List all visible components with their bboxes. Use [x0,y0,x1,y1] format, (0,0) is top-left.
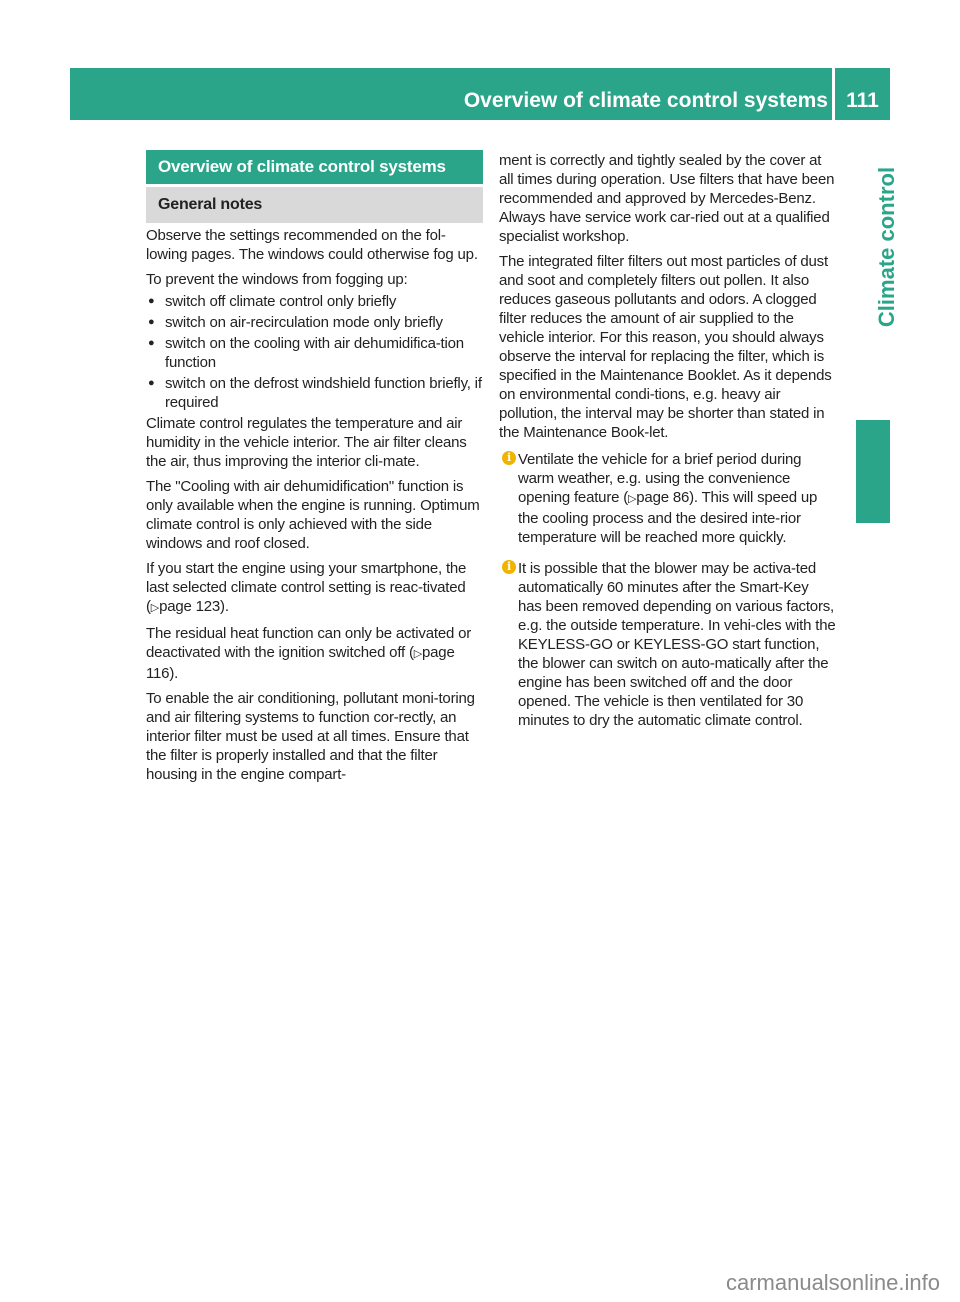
paragraph: If you start the engine using your smartphone, the last selected climate control setting is reac-tivated (▷page 123). [146,560,467,615]
page-reference-icon: ▷ [413,648,423,660]
paragraph: Observe the settings recommended on the fol-lowing pages. The windows could otherwise fog up. [146,227,478,263]
list-item: ● switch on the cooling with air dehumidifica-tion function [148,335,464,371]
page-reference-icon: ▷ [628,493,637,505]
list-item: ● switch on air-recirculation mode only briefly [148,314,443,331]
page-reference[interactable]: page 86 [636,489,690,506]
page-reference-icon: ▷ [150,602,160,614]
bullet-icon: ● [148,295,155,307]
list-item: ● switch on the defrost windshield function briefly, if required [148,375,482,411]
bullet-list [146,292,483,412]
info-icon: i [502,560,516,574]
paragraph: Climate control regulates the temperature and air humidity in the vehicle interior. The air filter cleans the air, thus improving the interior cli-mate. [146,415,467,470]
paragraph: To prevent the windows from fogging up: [146,271,408,288]
side-tab-marker [856,420,890,523]
page-header-title: Overview of climate control systems [463,89,828,112]
list-item: ● switch off climate control only briefly [148,293,397,310]
info-note: i It is possible that the blower may be activa-ted automatically 60 minutes after the Smart-Key has been removed depending on various factors, e.g. the outside temperature. In vehi-cles with the KEYLESS-GO or KEYLESS-GO start function, the blower can switch on auto-matically after the engine has been switched off and the door opened. The vehicle is then ventilated for 30 minutes to dry the automatic climate control. [499,559,836,730]
left-column [146,150,483,790]
page-reference[interactable]: page 123 [159,598,221,615]
page-number: 111 [846,89,879,112]
bullet-icon: ● [148,316,155,328]
info-note: i Ventilate the vehicle for a brief period during warm weather, e.g. using the convenience opening feature (▷page 86). This will speed up the cooling process and the desired inte-rior temperature will be reached more quickly. [499,450,836,547]
paragraph: The residual heat function can only be activated or deactivated with the ignition switched off (▷page 116). [146,625,472,682]
paragraph: ment is correctly and tightly sealed by the cover at all times during operation. Use filters that have been recommended and approved by Mercedes-Benz. Always have service work car-ried out at a qualified specialist workshop. [499,152,835,245]
side-tab-label: Climate control [874,166,899,328]
subsection-title: General notes [146,187,483,223]
paragraph: The integrated filter filters out most particles of dust and soot and completely filters out pollen. It also reduces gaseous pollutants and odors. A clogged filter reduces the amount of air supplied to the vehicle interior. For this reason, you should always observe the interval for replacing the filter, which is specified in the Maintenance Booklet. As it depends on environmental condi-tions, e.g. heavy air pollution, the interval may be shorter than stated in the Maintenance Book-let. [499,253,832,441]
info-icon: i [502,451,516,465]
page-reference[interactable]: page 116 [146,644,455,682]
paragraph: To enable the air conditioning, pollutant moni-toring and air filtering systems to function cor-rectly, an interior filter must be used at all times. Ensure that the filter is properly installed and that the filter housing in the engine compart- [146,690,475,783]
watermark: carmanualsonline.info [725,1270,940,1295]
bullet-icon: ● [148,377,155,389]
right-column [499,151,836,742]
section-title: Overview of climate control systems [146,150,483,184]
bullet-icon: ● [148,337,155,349]
paragraph: The "Cooling with air dehumidification" function is only available when the engine is running. Optimum climate control is only achieved with the side windows and roof closed. [146,478,480,552]
